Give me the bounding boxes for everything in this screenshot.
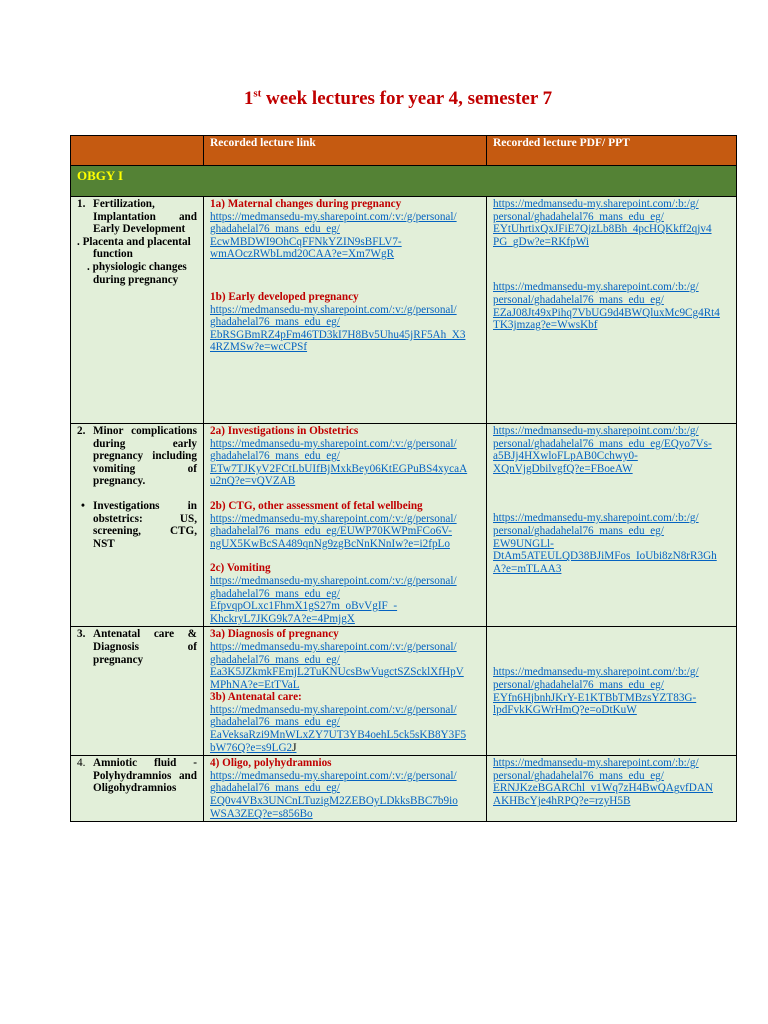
table-row — [71, 756, 737, 822]
lecture-video-link[interactable]: https://medmansedu-my.sharepoint.com/:v:/g/personal/ ghadahelal76_mans_edu_eg/ EaVeksaRzi9MnWLxZY7UT3YB4oehL5ck5sKB8Y3F5 bW76Q?e=s9LG2J — [210, 703, 467, 754]
lecture-video-link[interactable]: https://medmansedu-my.sharepoint.com/:v:/g/personal/ ghadahelal76_mans_edu_eg/EUWP70KWPmFCo6V- ngUX5KwBcSA489qnNg9zgBcNnKNnIw?e=i2fpLo — [210, 512, 457, 550]
lecture-title: 1a) Maternal changes during pregnancy — [210, 198, 402, 210]
pdf-link-cell — [487, 424, 737, 627]
lecture-pdf-link[interactable]: https://medmansedu-my.sharepoint.com/:b:/g/ personal/ghadahelal76_mans_edu_eg/EQyo7Vs- a5BJj4HXwloFLpAB0Cchwy0- XQnVjgDbilvgfQ?e=FBoeAW — [493, 425, 712, 475]
header-pdf-ppt: Recorded lecture PDF/ PPT — [487, 136, 737, 166]
topic-cell: 4. Amniotic fluid - Polyhydramnios and Oligohydramnios — [71, 756, 204, 822]
topic-cell: 1. Fertilization, Implantation and Early Development . Placenta and placental function . physiologic changes during pregnancy — [71, 197, 204, 424]
section-row — [71, 166, 737, 197]
lecture-pdf-link[interactable]: https://medmansedu-my.sharepoint.com/:b:/g/ personal/ghadahelal76_mans_edu_eg/ ERNJKzeBGARChl_v1Wq7zH4BwQAgvfDAN AKHBcYje4hRPQ?e=rzyH5B — [493, 757, 714, 808]
lecture-pdf-link[interactable]: https://medmansedu-my.sharepoint.com/:b:/g/ personal/ghadahelal76_mans_edu_eg/ EYfn6HjbnhJKrY-E1KTBbTMBzsYZT83G- lpdFvkKGWrHmQ?e=oDtKuW — [493, 666, 699, 717]
table-row — [71, 424, 737, 627]
lecture-video-link[interactable]: https://medmansedu-my.sharepoint.com/:v:/g/personal/ ghadahelal76_mans_edu_eg/ EQ0v4VBx3UNCnLTuzigM2ZEBOyLDkksBBC7b9io WSA3ZEQ?e=s856Bo — [210, 769, 458, 820]
lecture-table — [70, 135, 737, 822]
lecture-video-link[interactable]: https://medmansedu-my.sharepoint.com/:v:/g/personal/ ghadahelal76_mans_edu_eg/ EbRSGBmRZ4pFm46TD3kI7H8Bv5Uhu45jRF5Ah_X3 4RZMSw?e=wcCPSf — [210, 303, 466, 354]
lecture-video-link[interactable]: https://medmansedu-my.sharepoint.com/:v:/g/personal/ ghadahelal76_mans_edu_eg/ ETw7TJKyV2FCtLbUIfBjMxkBey06KtEGPuBS4xycaA u2nQ?e=vQVZAB — [210, 437, 468, 488]
lecture-video-link[interactable]: https://medmansedu-my.sharepoint.com/:v:/g/personal/ ghadahelal76_mans_edu_eg/ EcwMBDWI9OhCqFFNkYZIN9sBFLV7- wmAOczRWbLmd20CAA?e=Xm7WgR — [210, 210, 457, 261]
header-topic — [71, 136, 204, 166]
lecture-pdf-link[interactable]: https://medmansedu-my.sharepoint.com/:b:/g/ personal/ghadahelal76_mans_edu_eg/ EZaJ08Jt49xPihq7VbUG9d4BWQluxMc9Cg4Rt4 TK3jmzag?e=WwsKbf — [493, 281, 720, 332]
table-row — [71, 197, 737, 424]
lecture-title: 2a) Investigations in Obstetrics — [210, 425, 359, 437]
pdf-link-cell — [487, 756, 737, 822]
pdf-link-cell — [487, 627, 737, 756]
header-recorded-link: Recorded lecture link — [204, 136, 487, 166]
pdf-link-cell — [487, 197, 737, 424]
recorded-link-cell — [204, 627, 487, 756]
lecture-video-link[interactable]: https://medmansedu-my.sharepoint.com/:v:/g/personal/ ghadahelal76_mans_edu_eg/ EfpvqpOLxc1FhmX1gS27m_oBvVgIF_- KhckryL7JKG9k7A?e=4PmjgX — [210, 574, 457, 625]
recorded-link-cell — [204, 756, 487, 822]
lecture-pdf-link[interactable]: https://medmansedu-my.sharepoint.com/:b:/g/ personal/ghadahelal76_mans_edu_eg/ EW9UNGLl- DtAm5ATEULQD38BJiMFos_IoUbi8zN8rR3Gh A?e=mTLAA3 — [493, 512, 717, 575]
lecture-title: 1b) Early developed pregnancy — [210, 290, 359, 303]
lecture-title: 3b) Antenatal care: — [210, 691, 302, 704]
lecture-pdf-link[interactable]: https://medmansedu-my.sharepoint.com/:b:/g/ personal/ghadahelal76_mans_edu_eg/ EYtUhrtixQxJFiE7QjzLb8Bh_4pcHQKkff2qjv4 PG_gDw?e=RKfpWi — [493, 198, 712, 248]
recorded-link-cell — [204, 197, 487, 424]
recorded-link-cell — [204, 424, 487, 627]
lecture-title: 4) Oligo, polyhydramnios — [210, 757, 332, 770]
topic-cell: 3. Antenatal care & Diagnosis of pregnancy — [71, 627, 204, 756]
lecture-video-link[interactable]: https://medmansedu-my.sharepoint.com/:v:/g/personal/ ghadahelal76_mans_edu_eg/ Ea3K5JZkmkFEmjL2TuKNUcsBwVugctSZScklXfHpV MPhNA?e=EtTVaL — [210, 640, 464, 691]
section-title: OBGY I — [71, 166, 737, 197]
topic-cell: 2. Minor complications during early pregnancy including vomiting of pregnancy. • Investigations in obstetrics: US, screening, CTG, NST — [71, 424, 204, 627]
lecture-title: 3a) Diagnosis of pregnancy — [210, 628, 339, 641]
lecture-title: 2c) Vomiting — [210, 562, 271, 575]
lecture-title: 2b) CTG, other assessment of fetal wellbeing — [210, 499, 423, 512]
page-title: 1st week lectures for year 4, semester 7 — [243, 87, 553, 109]
table-row — [71, 627, 737, 756]
table-header-row — [71, 136, 737, 166]
bullet-icon: • — [81, 499, 85, 512]
